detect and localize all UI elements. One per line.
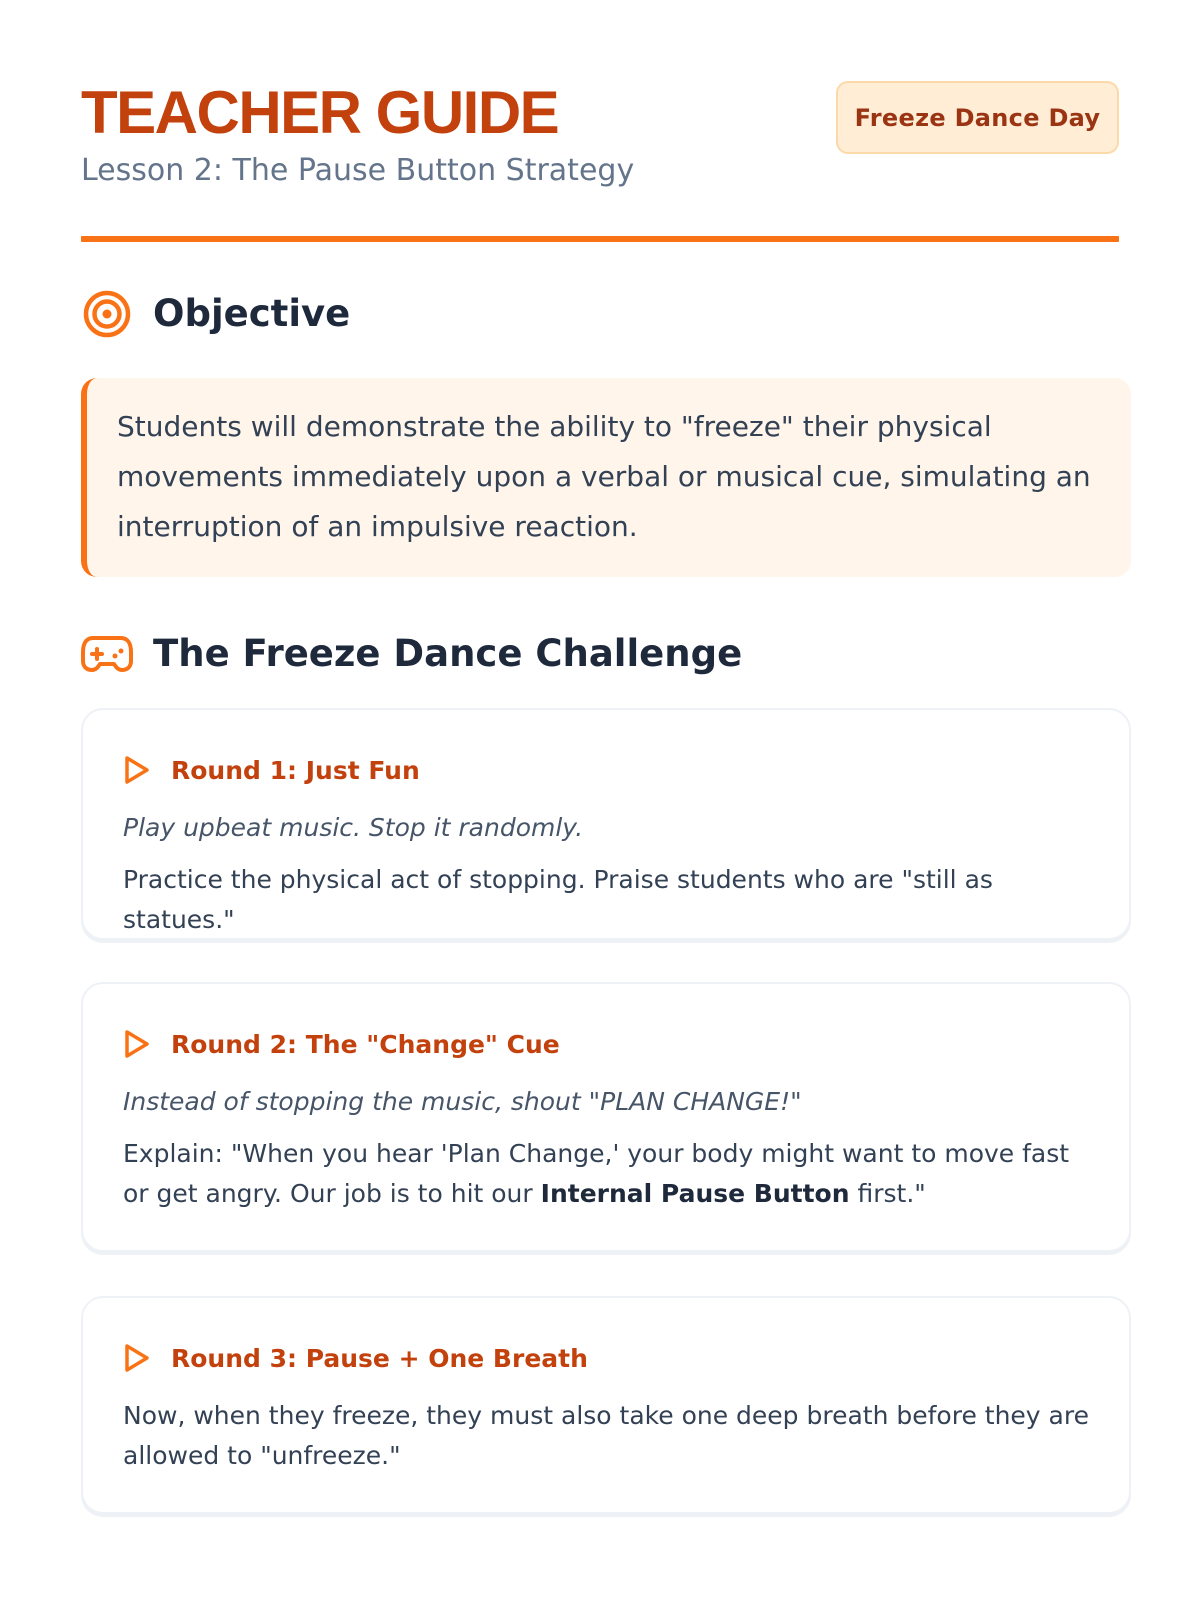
target-icon	[81, 288, 133, 340]
round-title: Round 1: Just Fun	[171, 755, 420, 785]
internal-pause-button-emphasis: Internal Pause Button	[540, 1179, 850, 1208]
play-icon	[123, 1028, 155, 1060]
round-instruction: Play upbeat music. Stop it randomly.	[123, 813, 584, 842]
round-description: Now, when they freeze, they must also take one deep breath before they are allowed to "unfreeze."	[123, 1401, 1089, 1470]
round-description	[123, 1134, 1089, 1214]
gamepad-icon	[81, 628, 133, 680]
round-card	[81, 1296, 1131, 1514]
round-instruction: Instead of stopping the music, shout "PLAN CHANGE!"	[123, 1087, 802, 1116]
page-title: TEACHER GUIDE	[81, 79, 559, 146]
play-icon	[123, 1342, 155, 1374]
objective-heading: Objective	[153, 292, 351, 335]
round-description-text-end: first."	[849, 1179, 926, 1208]
play-icon	[123, 754, 155, 786]
challenge-heading: The Freeze Dance Challenge	[153, 632, 743, 675]
round-description-text: Explain: "When you hear 'Plan Change,' your body might want to move fast or get angry. Our job is to hit our	[123, 1139, 1070, 1208]
freeze-dance-day-badge: Freeze Dance Day	[836, 81, 1119, 154]
round-title-row	[123, 1024, 1089, 1064]
round-description: Practice the physical act of stopping. Praise students who are "still as statues."	[123, 865, 993, 934]
round-title: Round 2: The "Change" Cue	[171, 1029, 560, 1059]
round-title: Round 3: Pause + One Breath	[171, 1343, 588, 1373]
round-title-row	[123, 1338, 1089, 1378]
header-divider	[81, 236, 1119, 242]
objective-section-header	[81, 288, 350, 340]
challenge-section-header	[81, 628, 742, 680]
page-header	[81, 0, 1119, 243]
round-card	[81, 708, 1131, 940]
lesson-subtitle: Lesson 2: The Pause Button Strategy	[81, 153, 635, 188]
objective-callout: Students will demonstrate the ability to "freeze" their physical movements immediately upon a verbal or musical cue, simulating an interruption of an impulsive reaction.	[81, 378, 1131, 577]
round-title-row	[123, 750, 1089, 790]
round-card	[81, 982, 1131, 1252]
